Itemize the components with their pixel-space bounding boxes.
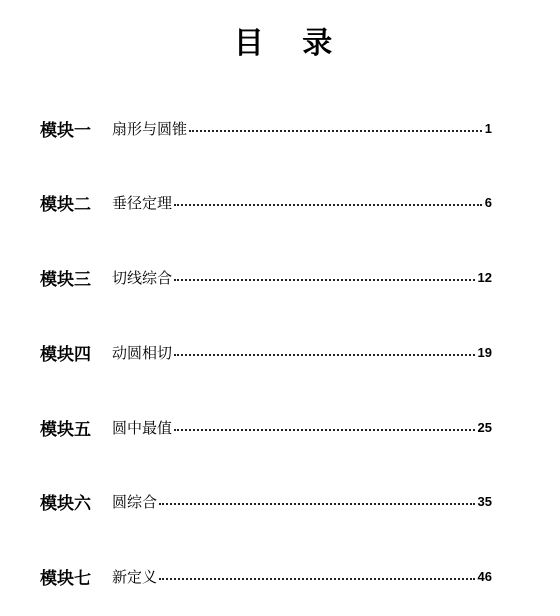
chapter-title: 动圆相切 <box>112 343 173 362</box>
page-number: 25 <box>477 419 492 435</box>
chapter-title: 圆综合 <box>112 492 158 511</box>
toc-entry-7[interactable] <box>40 564 492 588</box>
module-label: 模块三 <box>40 269 91 290</box>
toc-entry-5[interactable] <box>40 415 492 439</box>
dot-leader <box>189 130 482 132</box>
toc-entry-6[interactable] <box>40 489 492 513</box>
module-label: 模块一 <box>40 120 91 141</box>
toc-entry-3[interactable] <box>40 265 492 289</box>
page-title: 目 录 <box>233 26 347 61</box>
toc-entry-1[interactable] <box>40 116 492 140</box>
page-number: 35 <box>477 493 492 509</box>
toc-entry-2[interactable] <box>40 190 492 214</box>
toc-entry-4[interactable] <box>40 340 492 364</box>
dot-leader <box>174 279 475 281</box>
page-number: 46 <box>477 568 492 584</box>
module-label: 模块七 <box>40 568 91 589</box>
module-label: 模块四 <box>40 344 91 365</box>
chapter-title: 切线综合 <box>112 268 173 287</box>
dot-leader <box>159 578 475 580</box>
chapter-title: 垂径定理 <box>112 193 173 212</box>
page-number: 12 <box>477 269 492 285</box>
chapter-title: 扇形与圆锥 <box>112 119 188 138</box>
chapter-title: 圆中最值 <box>112 418 173 437</box>
dot-leader <box>174 204 482 206</box>
dot-leader <box>159 503 475 505</box>
chapter-title: 新定义 <box>112 567 158 586</box>
page-number: 6 <box>484 194 492 210</box>
module-label: 模块六 <box>40 493 91 514</box>
dot-leader <box>174 354 475 356</box>
page-number: 19 <box>477 344 492 360</box>
page-number: 1 <box>484 120 492 136</box>
module-label: 模块二 <box>40 194 91 215</box>
dot-leader <box>174 429 475 431</box>
module-label: 模块五 <box>40 419 91 440</box>
